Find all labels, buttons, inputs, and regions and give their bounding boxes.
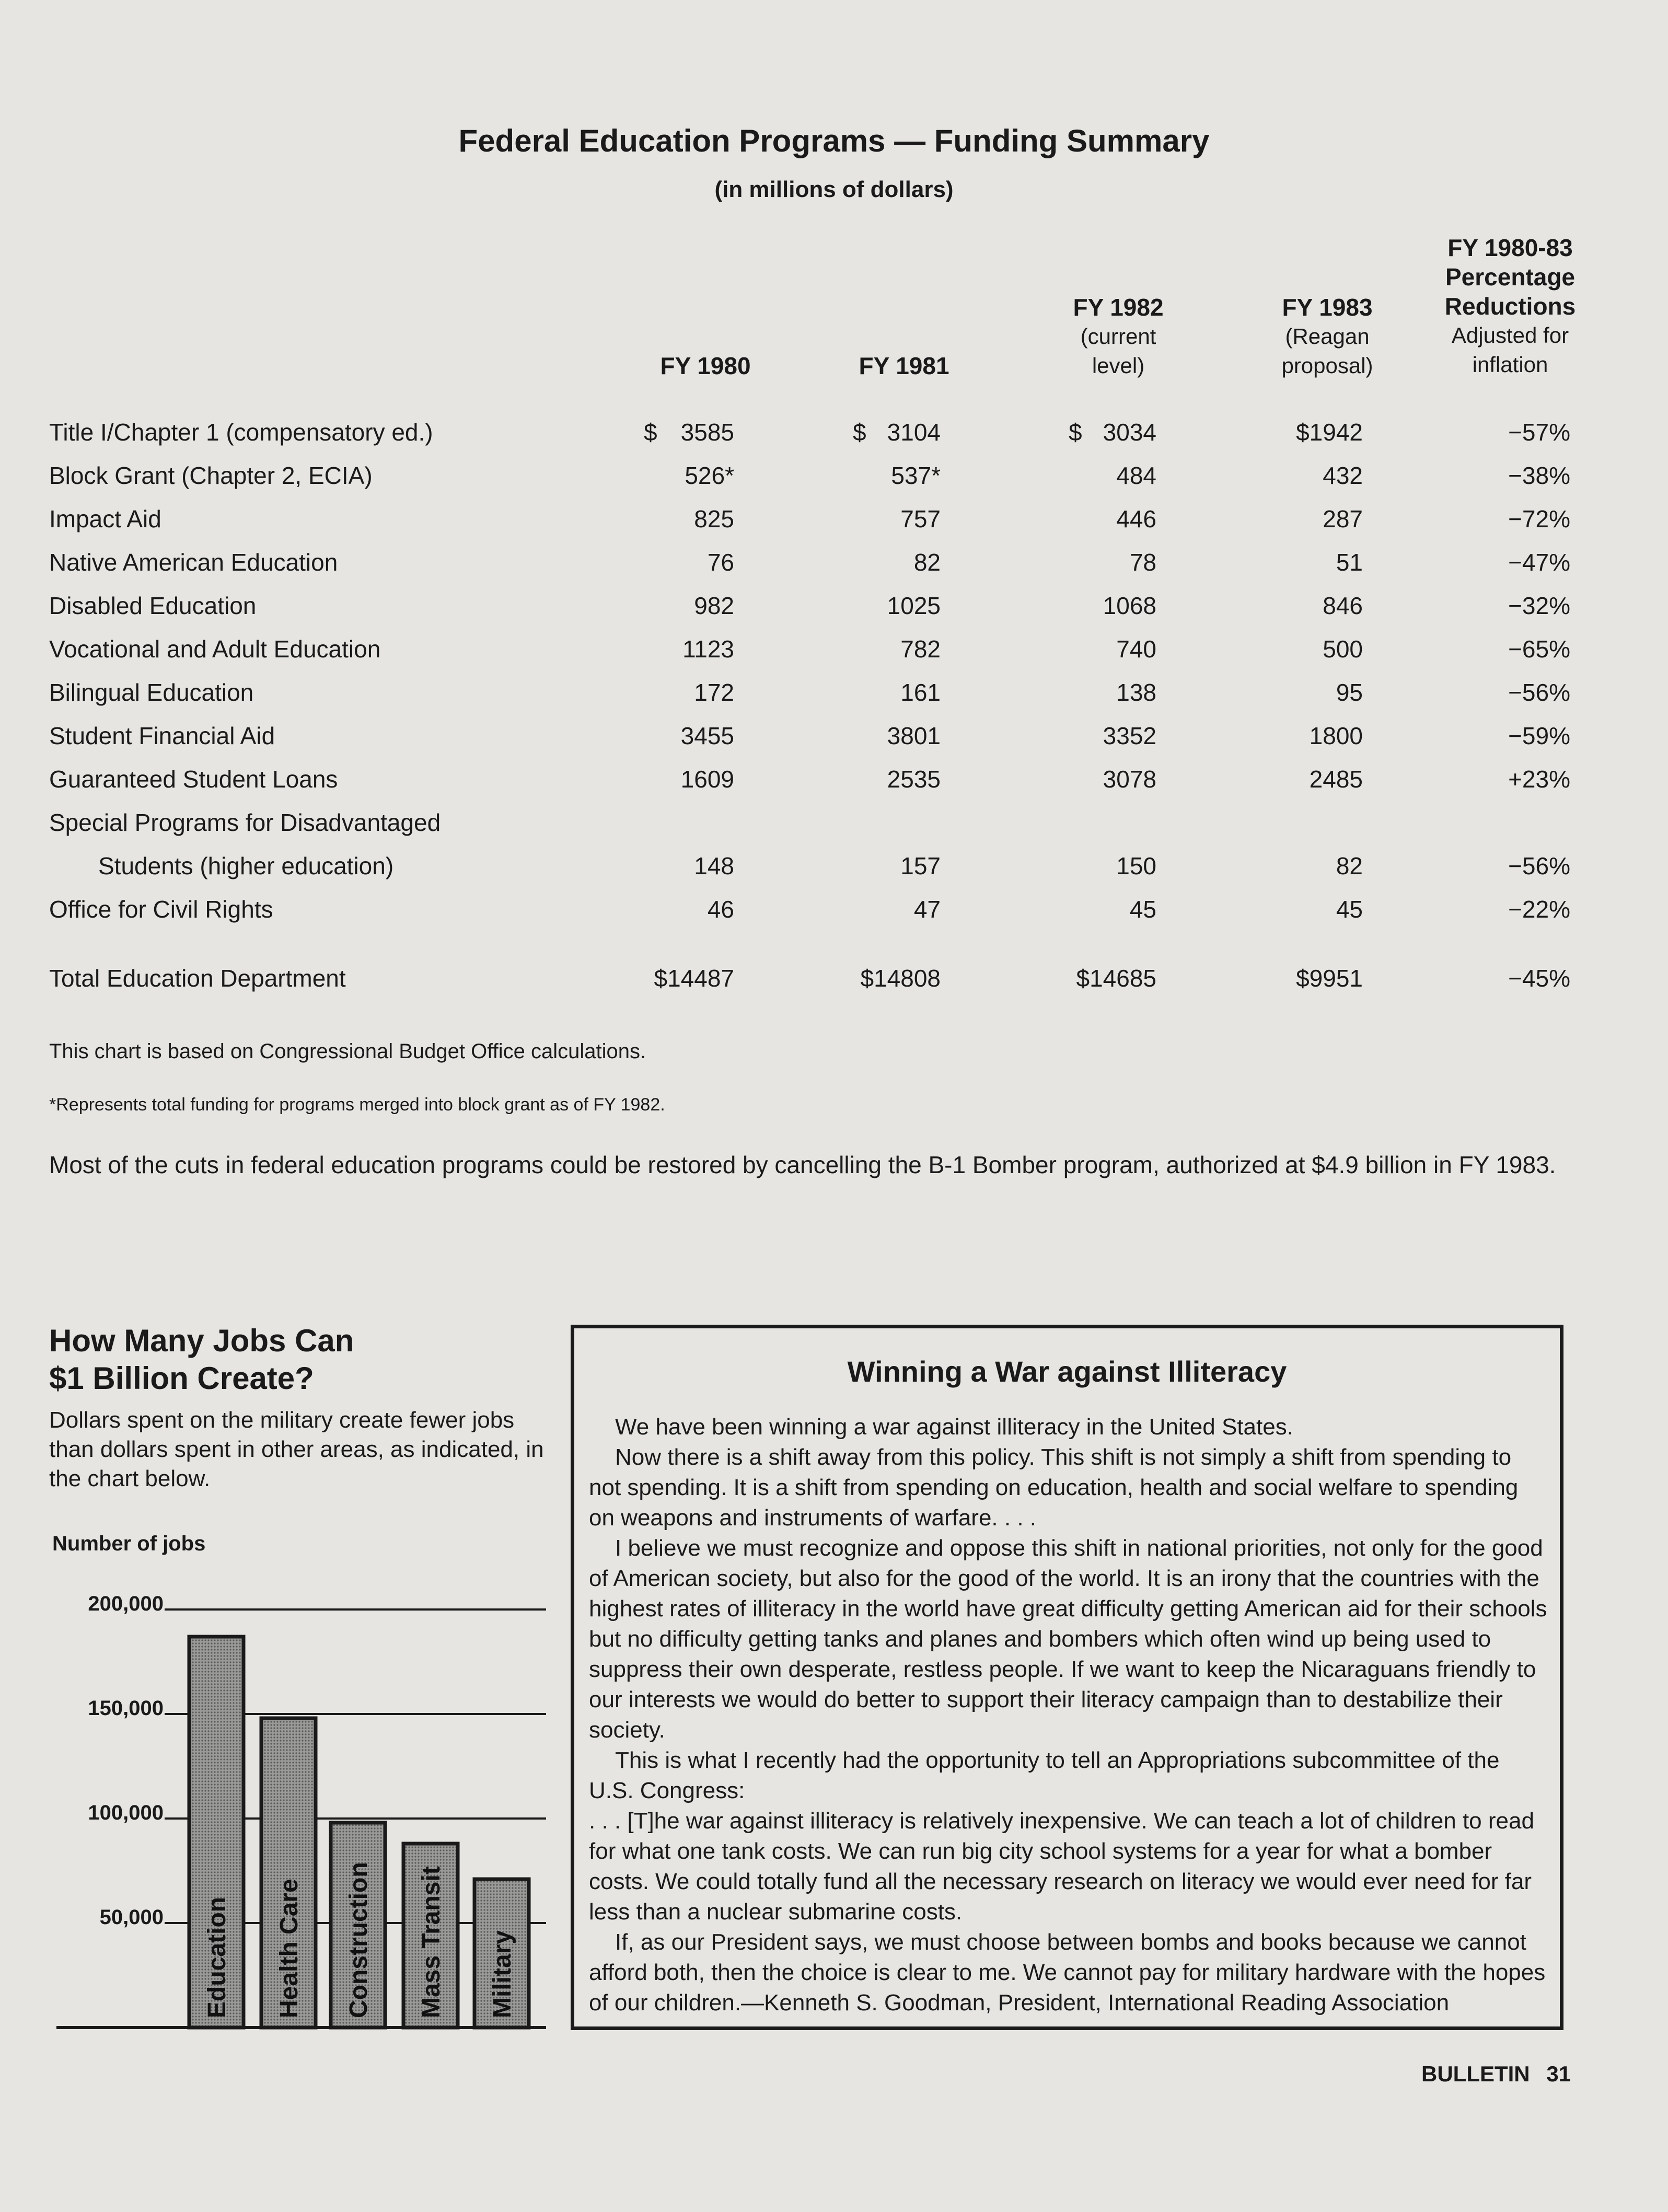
jobs-ylabel: Number of jobs bbox=[52, 1532, 206, 1555]
cell-fy1981: 2535 bbox=[887, 766, 941, 793]
row-label: Students (higher education) bbox=[98, 852, 394, 879]
row-label: Student Financial Aid bbox=[49, 722, 275, 749]
table-row bbox=[49, 635, 1606, 671]
page-footer bbox=[1421, 2062, 1571, 2087]
cell-fy1980: 1123 bbox=[682, 635, 734, 663]
cell-fy1981: 1025 bbox=[887, 592, 941, 619]
cell-fy1983: 500 bbox=[1323, 635, 1363, 663]
cell-pct: −38% bbox=[1508, 462, 1570, 489]
bar-category-label: Mass Transit bbox=[418, 1866, 445, 2018]
cell-fy1982: 150 bbox=[1116, 852, 1156, 879]
cell-fy1982: 138 bbox=[1116, 679, 1156, 706]
dollar-sign: $ bbox=[1069, 419, 1082, 446]
dollar-sign: $ bbox=[853, 419, 866, 446]
cell-fy1980: 172 bbox=[694, 679, 734, 706]
cell-fy1983: $1942 bbox=[1296, 419, 1363, 446]
cell-fy1981: 3104 bbox=[887, 419, 941, 446]
cell-fy1982: 740 bbox=[1116, 635, 1156, 663]
table-row bbox=[49, 548, 1606, 585]
jobs-bar-chart bbox=[0, 1557, 570, 2048]
literacy-paragraph: Now there is a shift away from this policy. This shift is not simply a shift from spending to not spending. It is a shift from spending on education, health and social welfare to spending on weapons and instruments of warfare. . . . bbox=[589, 1444, 1519, 1531]
cell-fy1981: 157 bbox=[900, 852, 941, 879]
table-row bbox=[49, 461, 1606, 498]
table-row bbox=[49, 765, 1606, 802]
cell-fy1980: 825 bbox=[694, 505, 734, 532]
cell-fy1980: 76 bbox=[707, 549, 734, 576]
row-label: Impact Aid bbox=[49, 505, 161, 532]
cell-fy1981: 161 bbox=[900, 679, 941, 706]
cell-fy1983: 846 bbox=[1323, 592, 1363, 619]
table-title: Federal Education Programs — Funding Summary bbox=[458, 123, 1210, 158]
header-pct: FY 1980-83 Percentage Reductions Adjusted for inflation bbox=[1444, 234, 1576, 377]
total-row bbox=[49, 964, 1606, 1001]
literacy-paragraph: This is what I recently had the opportunity to tell an Appropriations subcommittee of the U.S. Congress: bbox=[589, 1747, 1500, 1803]
cell-fy1981: 3801 bbox=[887, 722, 941, 749]
cbo-note: This chart is based on Congressional Budget Office calculations. bbox=[49, 1040, 646, 1063]
cell-fy1983: 432 bbox=[1323, 462, 1363, 489]
literacy-paragraph: I believe we must recognize and oppose this shift in national priorities, not only for the good of American society, but also for the good of the world. It is an irony that the countries with the highest rates of illiteracy in the world have great difficulty getting American aid for their schools but no difficulty getting tanks and planes and bombers which often wind up being used to suppress their own desperate, restless people. If we want to keep the Nicaraguans friendly to our interests we would do better to support their literacy campaign than to destabilize their society. bbox=[589, 1535, 1547, 1743]
cell-pct: −57% bbox=[1508, 419, 1570, 446]
cell-fy1980: $14487 bbox=[654, 965, 734, 992]
cell-fy1980: 46 bbox=[707, 896, 734, 923]
cell-fy1983: 95 bbox=[1336, 679, 1363, 706]
y-tick-label: 100,000 bbox=[88, 1801, 164, 1824]
cell-pct: −22% bbox=[1508, 896, 1570, 923]
literacy-paragraph: . . . [T]he war against illiteracy is relatively inexpensive. We can teach a lot of children to read for what one tank costs. We can run big city school systems for a year for what a bomber costs. We could totally fund all the necessary research on literacy we would ever need for far less than a nuclear submarine costs. bbox=[589, 1808, 1534, 1925]
row-label: Disabled Education bbox=[49, 592, 257, 619]
cell-fy1983: 287 bbox=[1323, 505, 1363, 532]
cell-fy1983: 45 bbox=[1336, 896, 1363, 923]
cell-pct: +23% bbox=[1508, 766, 1570, 793]
literacy-text bbox=[589, 1412, 1547, 2018]
cell-fy1980: 3585 bbox=[680, 419, 734, 446]
row-label: Block Grant (Chapter 2, ECIA) bbox=[49, 462, 373, 489]
literacy-title: Winning a War against Illiteracy bbox=[847, 1355, 1287, 1388]
jobs-heading: How Many Jobs Can $1 Billion Create? bbox=[49, 1323, 354, 1396]
literacy-paragraph: We have been winning a war against illiteracy in the United States. bbox=[615, 1414, 1293, 1440]
row-label: Title I/Chapter 1 (compensatory ed.) bbox=[49, 419, 433, 446]
dollar-sign: $ bbox=[644, 419, 657, 446]
row-label: Special Programs for Disadvantaged bbox=[49, 809, 441, 836]
jobs-description: Dollars spent on the military create fewer jobs than dollars spent in other areas, as indicated, in the chart below. bbox=[49, 1407, 544, 1491]
table-row bbox=[49, 895, 1606, 932]
bar-category-label: Education bbox=[203, 1896, 231, 2018]
cell-fy1980: 1609 bbox=[680, 766, 734, 793]
row-label: Bilingual Education bbox=[49, 679, 254, 706]
table-row bbox=[49, 418, 1606, 455]
cell-fy1981: 82 bbox=[913, 549, 941, 576]
cell-fy1981: 537* bbox=[891, 462, 941, 489]
cell-fy1981: 47 bbox=[913, 896, 941, 923]
table-row bbox=[49, 678, 1606, 715]
cell-fy1983: 51 bbox=[1336, 549, 1363, 576]
header-fy1980: FY 1980 bbox=[660, 352, 751, 379]
cell-fy1983: $9951 bbox=[1296, 965, 1363, 992]
cell-fy1982: 446 bbox=[1116, 505, 1156, 532]
page-number: 31 bbox=[1546, 2062, 1571, 2086]
table-row bbox=[49, 505, 1606, 541]
row-label: Guaranteed Student Loans bbox=[49, 766, 338, 793]
y-tick-label: 150,000 bbox=[88, 1697, 164, 1720]
bar-category-label: Health Care bbox=[275, 1879, 303, 2018]
y-tick-label: 200,000 bbox=[88, 1592, 164, 1615]
cell-fy1982: 3034 bbox=[1103, 419, 1156, 446]
header-fy1982: FY 1982 (current level) bbox=[1073, 294, 1164, 378]
table-subtitle: (in millions of dollars) bbox=[714, 177, 954, 202]
cell-fy1982: $14685 bbox=[1076, 965, 1156, 992]
cell-fy1983: 82 bbox=[1336, 852, 1363, 879]
table-row bbox=[49, 722, 1606, 758]
literacy-paragraph: If, as our President says, we must choose between bombs and books because we cannot afford both, then the choice is clear to me. We cannot pay for military hardware with the hopes of our children.—Kenneth S. Goodman, President, International Reading Association bbox=[589, 1929, 1546, 2016]
cell-pct: −56% bbox=[1508, 679, 1570, 706]
table-row bbox=[49, 592, 1606, 628]
cell-fy1982: 1068 bbox=[1103, 592, 1156, 619]
cell-fy1982: 3352 bbox=[1103, 722, 1156, 749]
table-row bbox=[49, 852, 1606, 888]
cell-pct: −65% bbox=[1508, 635, 1570, 663]
cell-fy1982: 484 bbox=[1116, 462, 1156, 489]
cell-fy1982: 45 bbox=[1129, 896, 1156, 923]
cell-pct: −59% bbox=[1508, 722, 1570, 749]
y-tick-label: 50,000 bbox=[99, 1906, 164, 1929]
bar-category-label: Military bbox=[489, 1930, 516, 2018]
row-label: Native American Education bbox=[49, 549, 338, 576]
block-grant-footnote: *Represents total funding for programs merged into block grant as of FY 1982. bbox=[49, 1095, 665, 1115]
literacy-box bbox=[571, 1325, 1563, 2030]
cell-pct: −72% bbox=[1508, 505, 1570, 532]
publication-name: BULLETIN bbox=[1421, 2062, 1530, 2086]
cell-pct: −56% bbox=[1508, 852, 1570, 879]
cell-fy1983: 2485 bbox=[1309, 766, 1363, 793]
cell-pct: −45% bbox=[1508, 965, 1570, 992]
cell-pct: −47% bbox=[1508, 549, 1570, 576]
cell-fy1980: 148 bbox=[694, 852, 734, 879]
cell-fy1982: 78 bbox=[1129, 549, 1156, 576]
cell-fy1980: 526* bbox=[685, 462, 734, 489]
bar-category-label: Construction bbox=[345, 1862, 373, 2018]
cell-fy1981: 757 bbox=[900, 505, 941, 532]
cell-fy1980: 3455 bbox=[680, 722, 734, 749]
header-fy1981: FY 1981 bbox=[859, 352, 949, 379]
cell-pct: −32% bbox=[1508, 592, 1570, 619]
row-label: Vocational and Adult Education bbox=[49, 635, 381, 663]
cell-fy1983: 1800 bbox=[1309, 722, 1363, 749]
table-row bbox=[49, 808, 1606, 845]
row-label: Office for Civil Rights bbox=[49, 896, 273, 923]
header-fy1983: FY 1983 (Reagan proposal) bbox=[1281, 294, 1373, 378]
b1-bomber-summary: Most of the cuts in federal education programs could be restored by cancelling the B-1 Bomber program, authorized at $4.9 billion in FY 1983. bbox=[49, 1151, 1556, 1178]
cell-fy1980: 982 bbox=[694, 592, 734, 619]
cell-fy1981: 782 bbox=[900, 635, 941, 663]
cell-fy1981: $14808 bbox=[860, 965, 941, 992]
row-label: Total Education Department bbox=[49, 965, 346, 992]
cell-fy1982: 3078 bbox=[1103, 766, 1156, 793]
